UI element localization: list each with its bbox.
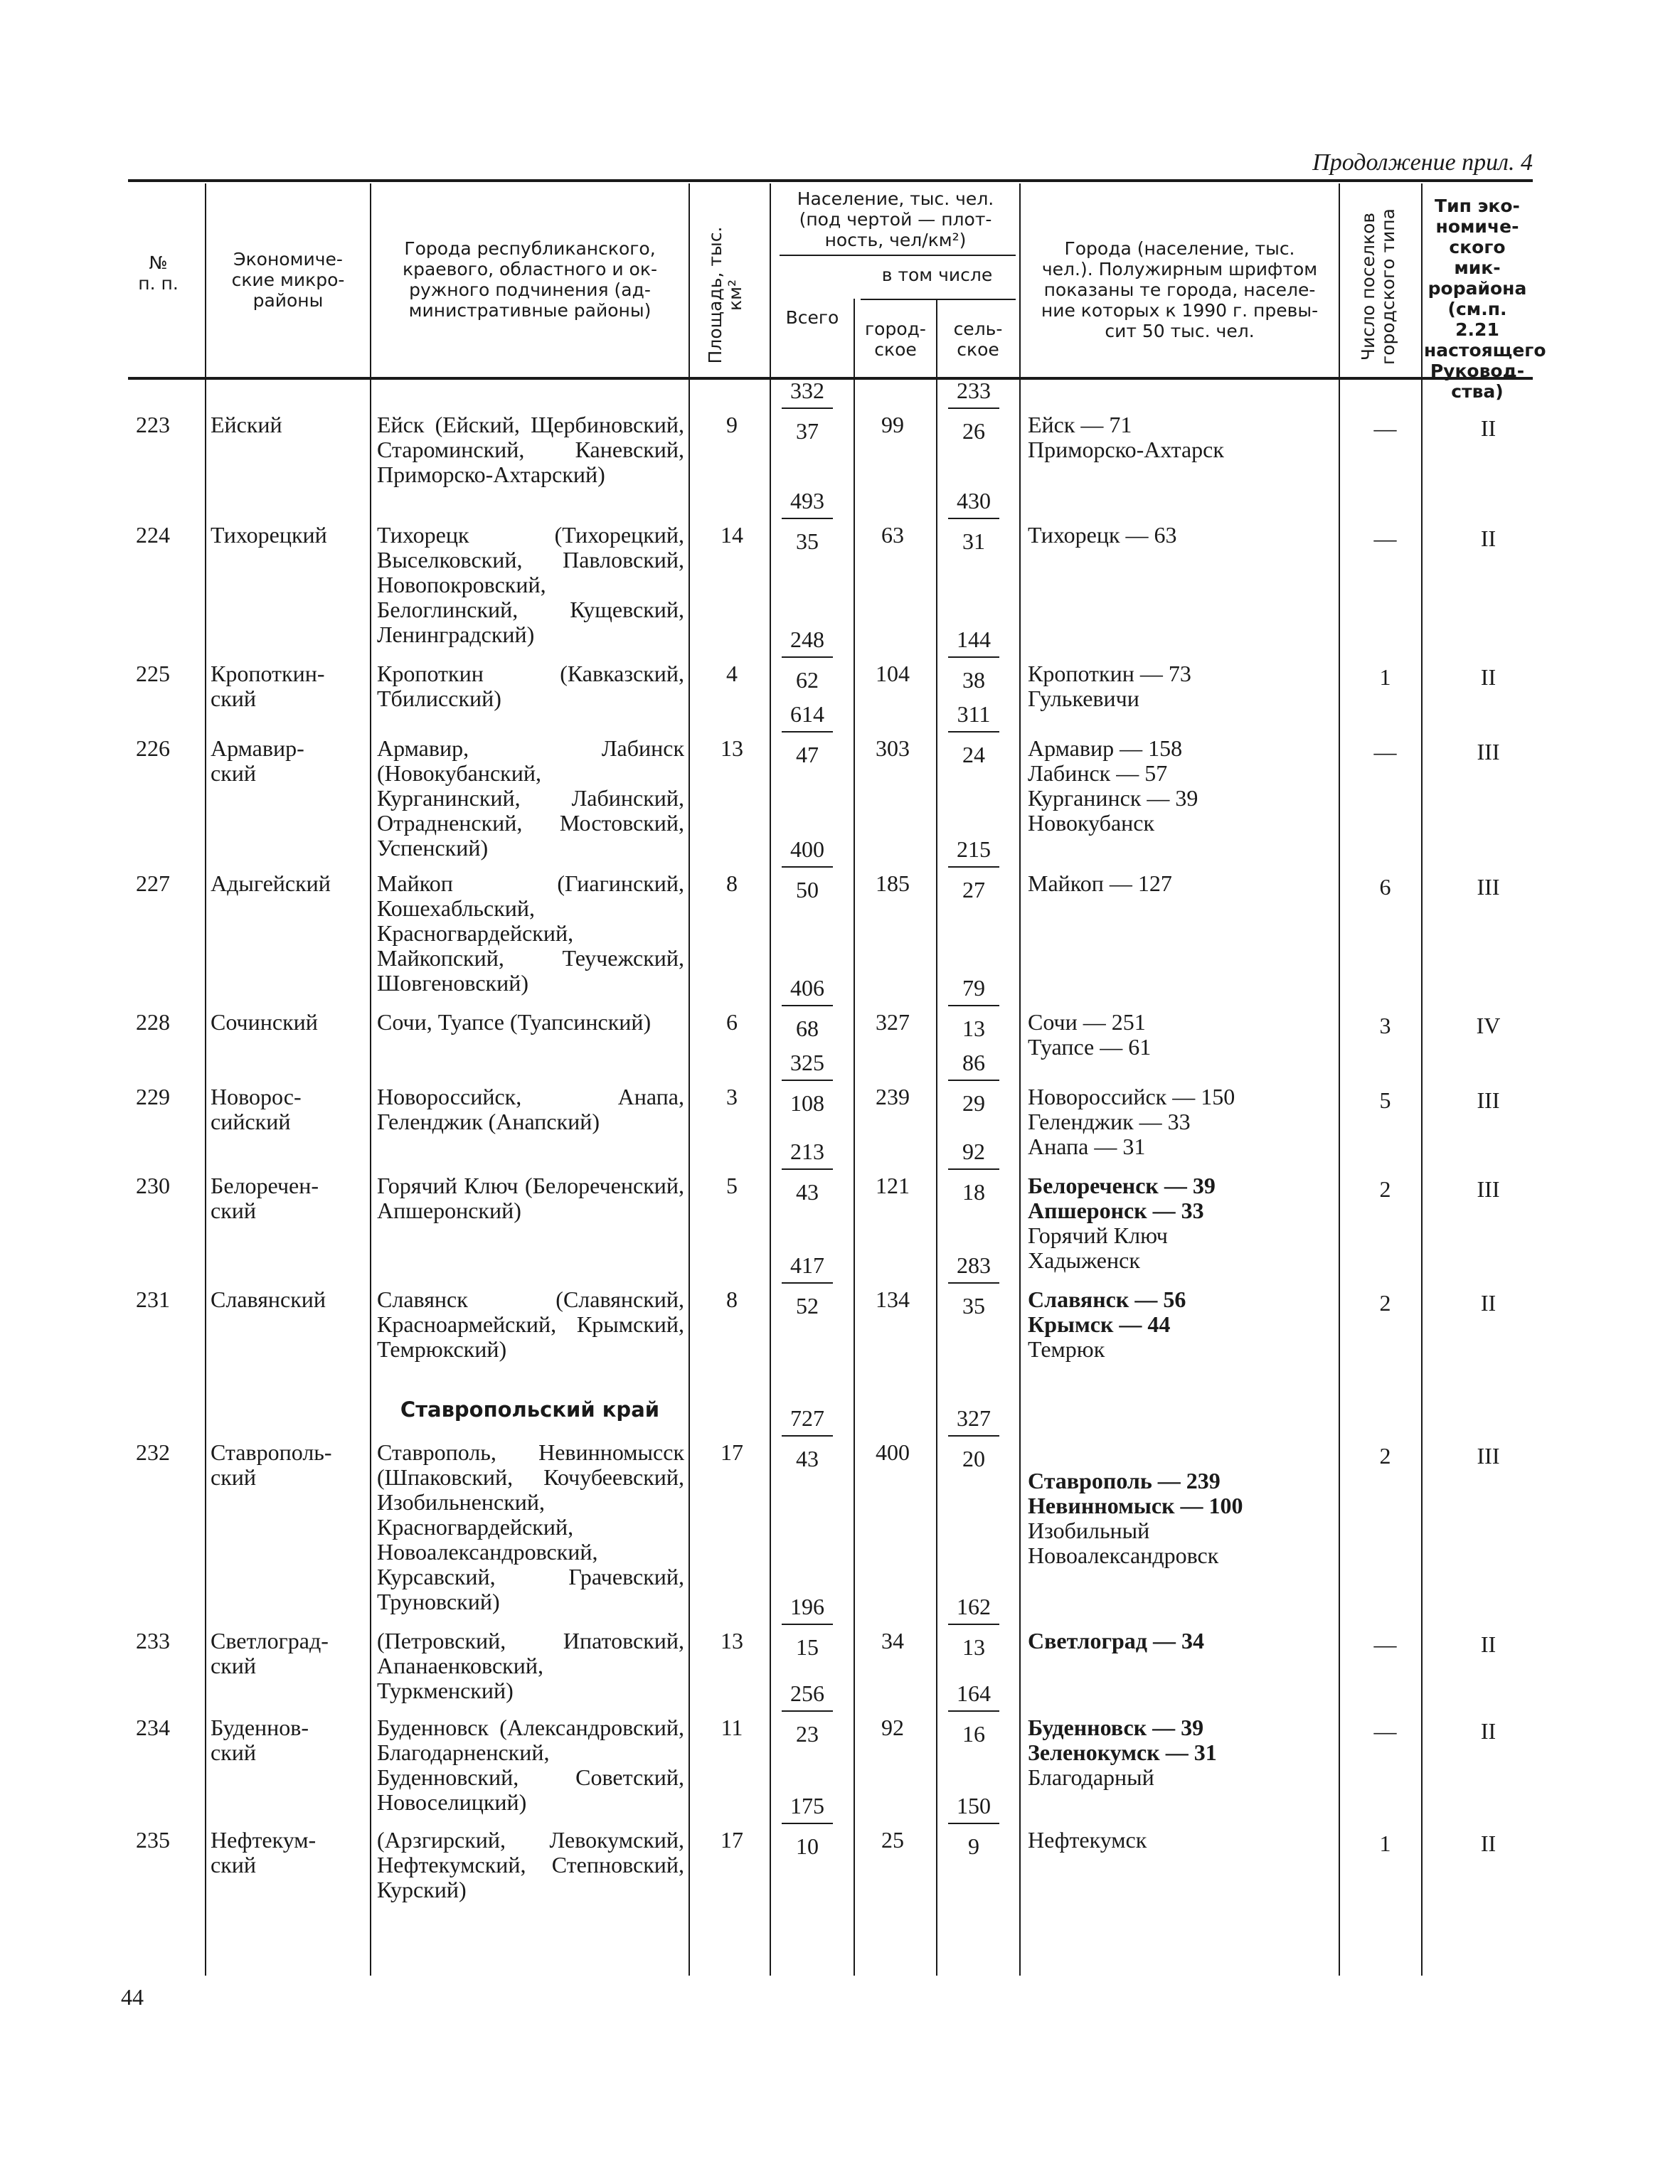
town-entry: Белореченск — 39	[1028, 1173, 1216, 1198]
settlements-count: —	[1373, 415, 1397, 441]
towns-list	[1028, 871, 1327, 896]
town-entry: Крымск — 44	[1028, 1311, 1171, 1337]
rural-density: 38	[962, 667, 985, 693]
total-population: 196	[790, 1594, 824, 1619]
urban-population: 121	[876, 1173, 910, 1198]
rural-population: 162	[957, 1594, 991, 1619]
header-total: Всего	[785, 307, 839, 328]
total-population-fraction	[768, 1794, 846, 1859]
area-value: 4	[726, 661, 738, 686]
fraction-bar	[948, 1710, 999, 1712]
rural-population-fraction	[935, 627, 1013, 693]
header-rural: сель- ское	[953, 319, 1003, 360]
microregion-name: Ейский	[211, 412, 282, 437]
rural-population-fraction	[935, 1681, 1013, 1747]
header-settlements: Число поселков городского типа	[1358, 208, 1398, 365]
rural-population: 144	[957, 627, 991, 652]
cities-text: Сочи, Туапсе (Туапсинский)	[377, 1009, 652, 1035]
cities-text: Горячий Ключ (Белореченский, Апшеронский)	[377, 1173, 684, 1223]
total-population: 248	[790, 627, 824, 652]
town-entry: Тихорецк — 63	[1028, 522, 1177, 548]
town-entry: Славянск — 56	[1028, 1287, 1186, 1312]
rural-population: 233	[957, 378, 991, 403]
total-population-fraction	[768, 378, 846, 444]
fraction-bar	[782, 1710, 833, 1712]
town-entry: Новокубанск	[1028, 810, 1155, 836]
fraction-bar	[948, 1435, 999, 1437]
rural-density: 13	[962, 1634, 985, 1660]
total-population-fraction	[768, 1681, 846, 1747]
settlements-count: 5	[1379, 1087, 1391, 1113]
total-population: 325	[790, 1050, 824, 1075]
fraction-bar	[782, 656, 833, 658]
row-number: 224	[136, 522, 170, 548]
row-number: 228	[136, 1009, 170, 1035]
area-value: 11	[721, 1715, 743, 1740]
rural-population-fraction	[935, 1406, 1013, 1471]
microregion-type: III	[1477, 739, 1500, 765]
total-density: 43	[796, 1179, 819, 1205]
settlements-count: 6	[1379, 874, 1391, 900]
total-population: 614	[790, 701, 824, 727]
rural-population-fraction	[935, 489, 1013, 554]
cities-text: (Арзгирский, Левокумский, Нефтекумский, Степновский, Курский)	[377, 1827, 684, 1902]
fraction-bar	[782, 1624, 833, 1625]
microregion-name: Светлоград- ский	[211, 1628, 329, 1678]
rural-population-fraction	[935, 1794, 1013, 1859]
rural-population: 327	[957, 1405, 991, 1431]
towns-list	[1028, 1828, 1327, 1853]
total-density: 68	[796, 1016, 819, 1041]
fraction-bar	[948, 866, 999, 868]
page-number: 44	[121, 1984, 144, 2010]
cities-text: Ейск (Ейский, Щербиновский, Староминский, Каневский, Приморско-Ахтарский)	[377, 412, 684, 487]
total-density: 35	[796, 528, 819, 554]
col-rule-9	[1421, 183, 1423, 1976]
rural-density: 35	[962, 1293, 985, 1319]
area-value: 8	[726, 870, 738, 896]
microregion-type: III	[1477, 1176, 1500, 1202]
including-sub-rule	[861, 299, 1016, 300]
urban-population: 239	[876, 1084, 910, 1109]
urban-population: 104	[876, 661, 910, 686]
row-number: 230	[136, 1173, 170, 1198]
cities-text: Кропоткин (Кавказский, Тбилисский)	[377, 661, 684, 711]
header-towns: Города (население, тыс. чел.). Полужирным шрифтом показаны те города, населе- ние которых к 1990 г. превы- сит 50 тыс. чел.	[1041, 238, 1319, 341]
settlements-count: —	[1373, 526, 1397, 551]
town-entry: Гулькевичи	[1028, 686, 1139, 711]
town-entry: Изобильный	[1028, 1518, 1150, 1543]
rural-density: 26	[962, 418, 985, 444]
settlements-count: 2	[1379, 1290, 1391, 1316]
urban-population: 99	[881, 412, 904, 437]
urban-population: 303	[876, 735, 910, 761]
microregion-type: II	[1480, 1718, 1496, 1744]
microregion-type: II	[1480, 1631, 1496, 1657]
urban-population: 25	[881, 1827, 904, 1853]
fraction-bar	[948, 1823, 999, 1824]
row-number: 235	[136, 1827, 170, 1853]
towns-list	[1028, 1629, 1327, 1653]
area-value: 3	[726, 1084, 738, 1109]
fraction-bar	[782, 1005, 833, 1006]
town-entry: Зеленокумск — 31	[1028, 1740, 1217, 1765]
fraction-bar	[948, 1168, 999, 1170]
continuation-title: Продолжение прил. 4	[1312, 149, 1533, 176]
cities-text: (Петровский, Ипатовский, Апанаенковский, Туркменский)	[377, 1628, 684, 1703]
rural-population: 79	[962, 975, 985, 1001]
towns-list	[1028, 1010, 1327, 1060]
rural-population: 86	[962, 1050, 985, 1075]
towns-list	[1028, 1287, 1327, 1362]
settlements-count: 2	[1379, 1176, 1391, 1202]
rural-density: 16	[962, 1721, 985, 1747]
rural-population-fraction	[935, 1253, 1013, 1319]
towns-list	[1028, 412, 1327, 462]
microregion-name: Тихорецкий	[211, 522, 327, 548]
urban-population: 92	[881, 1715, 904, 1740]
fraction-bar	[948, 731, 999, 733]
area-value: 8	[726, 1287, 738, 1312]
fraction-bar	[782, 731, 833, 733]
rural-population: 215	[957, 836, 991, 862]
fraction-bar	[948, 1624, 999, 1625]
total-population: 400	[790, 836, 824, 862]
total-density: 50	[796, 877, 819, 902]
rural-population-fraction	[935, 378, 1013, 444]
rural-population: 164	[957, 1680, 991, 1706]
cities-text: Тихорецк (Тихорецкий, Выселковский, Павловский, Новопокровский, Белоглинский, Кущевский, Ленинградский)	[377, 522, 684, 647]
town-entry: Темрюк	[1028, 1336, 1105, 1362]
total-density: 108	[790, 1090, 824, 1116]
area-value: 5	[726, 1173, 738, 1198]
total-population-fraction	[768, 702, 846, 767]
total-population: 213	[790, 1139, 824, 1164]
town-entry: Туапсе — 61	[1028, 1034, 1152, 1060]
total-population: 332	[790, 378, 824, 403]
col-rule-7	[1019, 183, 1021, 1976]
town-entry: Анапа — 31	[1028, 1134, 1146, 1159]
total-density: 62	[796, 667, 819, 693]
town-entry: Приморско-Ахтарск	[1028, 437, 1224, 462]
total-density: 15	[796, 1634, 819, 1660]
town-entry: Сочи — 251	[1028, 1009, 1146, 1035]
towns-list	[1028, 661, 1327, 711]
total-population-fraction	[768, 1594, 846, 1660]
cities-text: Армавир, Лабинск (Новокубанский, Курганинский, Лабинский, Отрадненский, Мостовский, Успенский)	[377, 735, 684, 861]
rural-population-fraction	[935, 1139, 1013, 1205]
towns-list	[1028, 736, 1327, 836]
fraction-bar	[782, 1435, 833, 1437]
towns-list	[1028, 1085, 1327, 1159]
fraction-bar	[782, 407, 833, 409]
fraction-bar	[948, 656, 999, 658]
area-value: 14	[721, 522, 743, 548]
total-density: 43	[796, 1446, 819, 1471]
cities-text: Ставрополь, Невинномысск (Шпаковский, Кочубеевский, Изобильненский, Красногвардейский, Новоалександровский, Курсавский, Грачевский, Труновский)	[377, 1439, 684, 1614]
rural-density: 9	[968, 1833, 979, 1859]
rural-population-fraction	[935, 1594, 1013, 1660]
total-density: 10	[796, 1833, 819, 1859]
microregion-name: Нефтекум- ский	[211, 1827, 317, 1877]
fraction-bar	[948, 407, 999, 409]
towns-list	[1028, 1173, 1327, 1273]
microregion-type: IV	[1476, 1013, 1501, 1038]
town-entry: Нефтекумск	[1028, 1827, 1147, 1853]
row-number: 229	[136, 1084, 170, 1109]
header-microregions: Экономиче- ские микро- районы	[231, 249, 345, 311]
town-entry: Ейск — 71	[1028, 412, 1132, 437]
settlements-count: 1	[1379, 664, 1391, 690]
rural-population-fraction	[935, 1050, 1013, 1116]
microregion-type: II	[1480, 1831, 1496, 1856]
area-value: 17	[721, 1439, 743, 1465]
settlements-count: —	[1373, 1718, 1397, 1744]
microregion-type: III	[1477, 874, 1500, 900]
urban-population: 63	[881, 522, 904, 548]
town-entry: Хадыженск	[1028, 1247, 1140, 1273]
rural-density: 18	[962, 1179, 985, 1205]
rural-population-fraction	[935, 976, 1013, 1041]
fraction-bar	[782, 866, 833, 868]
microregion-type: II	[1480, 1290, 1496, 1316]
microregion-name: Буденнов- ский	[211, 1715, 309, 1765]
urban-population: 400	[876, 1439, 910, 1465]
rural-density: 24	[962, 742, 985, 767]
rural-density: 13	[962, 1016, 985, 1041]
total-population-fraction	[768, 1050, 846, 1116]
town-entry: Апшеронск — 33	[1028, 1198, 1204, 1223]
fraction-bar	[948, 518, 999, 519]
settlements-count: 1	[1379, 1831, 1391, 1856]
total-population-fraction	[768, 489, 846, 554]
urban-population: 327	[876, 1009, 910, 1035]
rural-density: 29	[962, 1090, 985, 1116]
header-cities: Города республиканского, краевого, областного и ок- ружного подчинения (ад- министративные районы)	[403, 238, 657, 321]
urban-population: 34	[881, 1628, 904, 1653]
town-entry: Буденновск — 39	[1028, 1715, 1204, 1740]
total-population-fraction	[768, 1253, 846, 1319]
area-value: 17	[721, 1827, 743, 1853]
col-rule-8	[1339, 183, 1340, 1976]
microregion-name: Славянский	[211, 1287, 326, 1312]
urban-population: 134	[876, 1287, 910, 1312]
header-population: Население, тыс. чел. (под чертой — плот- ность, чел/км²)	[797, 188, 994, 250]
total-density: 37	[796, 418, 819, 444]
rural-population-fraction	[935, 702, 1013, 767]
rural-density: 27	[962, 877, 985, 902]
region-title: Ставропольский край	[400, 1397, 660, 1422]
total-population: 727	[790, 1405, 824, 1431]
fraction-bar	[948, 1005, 999, 1006]
table-top-rule	[128, 179, 1533, 182]
fraction-bar	[948, 1282, 999, 1284]
fraction-bar	[782, 1168, 833, 1170]
rural-population: 92	[962, 1139, 985, 1164]
area-value: 6	[726, 1009, 738, 1035]
town-entry: Майкоп — 127	[1028, 870, 1172, 896]
cities-text: Буденновск (Александровский, Благодарненский, Буденновский, Советский, Новоселицкий)	[377, 1715, 684, 1815]
total-population: 493	[790, 488, 824, 513]
microregion-type: II	[1480, 526, 1496, 551]
fraction-bar	[948, 1080, 999, 1081]
rural-density: 31	[962, 528, 985, 554]
settlements-count: 2	[1379, 1443, 1391, 1469]
town-entry: Невинномыск — 100	[1028, 1493, 1243, 1518]
rural-population: 283	[957, 1252, 991, 1278]
town-entry: Новоалександровск	[1028, 1543, 1219, 1568]
town-entry: Кропоткин — 73	[1028, 661, 1191, 686]
town-entry: Геленджик — 33	[1028, 1109, 1191, 1134]
total-population-fraction	[768, 837, 846, 902]
row-number: 231	[136, 1287, 170, 1312]
cities-text: Майкоп (Гиагинский, Кошехабльский, Красногвардейский, Майкопский, Теучежский, Шовгеновский)	[377, 870, 684, 996]
total-population: 417	[790, 1252, 824, 1278]
towns-list	[1028, 523, 1327, 548]
microregion-name: Белоречен- ский	[211, 1173, 319, 1223]
total-density: 52	[796, 1293, 819, 1319]
town-entry: Армавир — 158	[1028, 735, 1183, 761]
town-entry: Светлоград — 34	[1028, 1628, 1204, 1653]
microregion-type: III	[1477, 1443, 1500, 1469]
total-density: 47	[796, 742, 819, 767]
towns-list	[1028, 1715, 1327, 1790]
town-entry: Благодарный	[1028, 1764, 1154, 1790]
rural-population-fraction	[935, 837, 1013, 902]
microregion-type: II	[1480, 664, 1496, 690]
rural-population: 150	[957, 1793, 991, 1818]
fraction-bar	[782, 1823, 833, 1824]
microregion-type: II	[1480, 415, 1496, 441]
rural-population: 430	[957, 488, 991, 513]
total-population: 406	[790, 975, 824, 1001]
rural-density: 20	[962, 1446, 985, 1471]
area-value: 13	[721, 1628, 743, 1653]
total-density: 23	[796, 1721, 819, 1747]
header-num: № п. п.	[138, 252, 179, 294]
row-number: 223	[136, 412, 170, 437]
microregion-name: Сочинский	[211, 1009, 318, 1035]
header-type: Тип эко- номиче- ского мик- рорайона (см.п. 2.21 настоящего Руковод- ства)	[1424, 196, 1546, 402]
total-population: 256	[790, 1680, 824, 1706]
fraction-bar	[782, 1282, 833, 1284]
fraction-bar	[782, 1080, 833, 1081]
total-population-fraction	[768, 1139, 846, 1205]
row-number: 233	[136, 1628, 170, 1653]
town-entry: Новороссийск — 150	[1028, 1084, 1235, 1109]
town-entry: Ставрополь — 239	[1028, 1468, 1221, 1493]
microregion-name: Армавир- ский	[211, 735, 304, 786]
total-population: 175	[790, 1793, 824, 1818]
urban-population: 185	[876, 870, 910, 896]
row-number: 234	[136, 1715, 170, 1740]
header-area: Площадь, тыс. км²	[705, 226, 745, 364]
fraction-bar	[782, 518, 833, 519]
col-rule-2	[370, 183, 371, 1976]
population-sub-rule	[780, 255, 1016, 256]
header-including: в том числе	[881, 265, 993, 285]
microregion-name: Новорос- сийский	[211, 1084, 302, 1134]
total-population-fraction	[768, 976, 846, 1041]
rural-population: 311	[957, 701, 991, 727]
total-population-fraction	[768, 627, 846, 693]
cities-text: Новороссийск, Анапа, Геленджик (Анапский)	[377, 1084, 684, 1134]
header-urban: город- ское	[865, 319, 926, 360]
towns-list	[1028, 1469, 1327, 1568]
microregion-name: Кропоткин- ский	[211, 661, 325, 711]
row-number: 227	[136, 870, 170, 896]
microregion-name: Ставрополь- ский	[211, 1439, 332, 1490]
microregion-type: III	[1477, 1087, 1500, 1113]
settlements-count: 3	[1379, 1013, 1391, 1038]
microregion-name: Адыгейский	[211, 870, 331, 896]
row-number: 232	[136, 1439, 170, 1465]
cities-text: Славянск (Славянский, Красноармейский, Крымский, Темрюкский)	[377, 1287, 684, 1362]
row-number: 226	[136, 735, 170, 761]
town-entry: Горячий Ключ	[1028, 1222, 1168, 1248]
settlements-count: —	[1373, 1631, 1397, 1657]
area-value: 9	[726, 412, 738, 437]
col-rule-3	[689, 183, 690, 1976]
col-rule-1	[205, 183, 206, 1976]
settlements-count: —	[1373, 739, 1397, 765]
town-entry: Курганинск — 39	[1028, 785, 1198, 811]
area-value: 13	[721, 735, 743, 761]
town-entry: Лабинск — 57	[1028, 760, 1168, 786]
total-population-fraction	[768, 1406, 846, 1471]
row-number: 225	[136, 661, 170, 686]
